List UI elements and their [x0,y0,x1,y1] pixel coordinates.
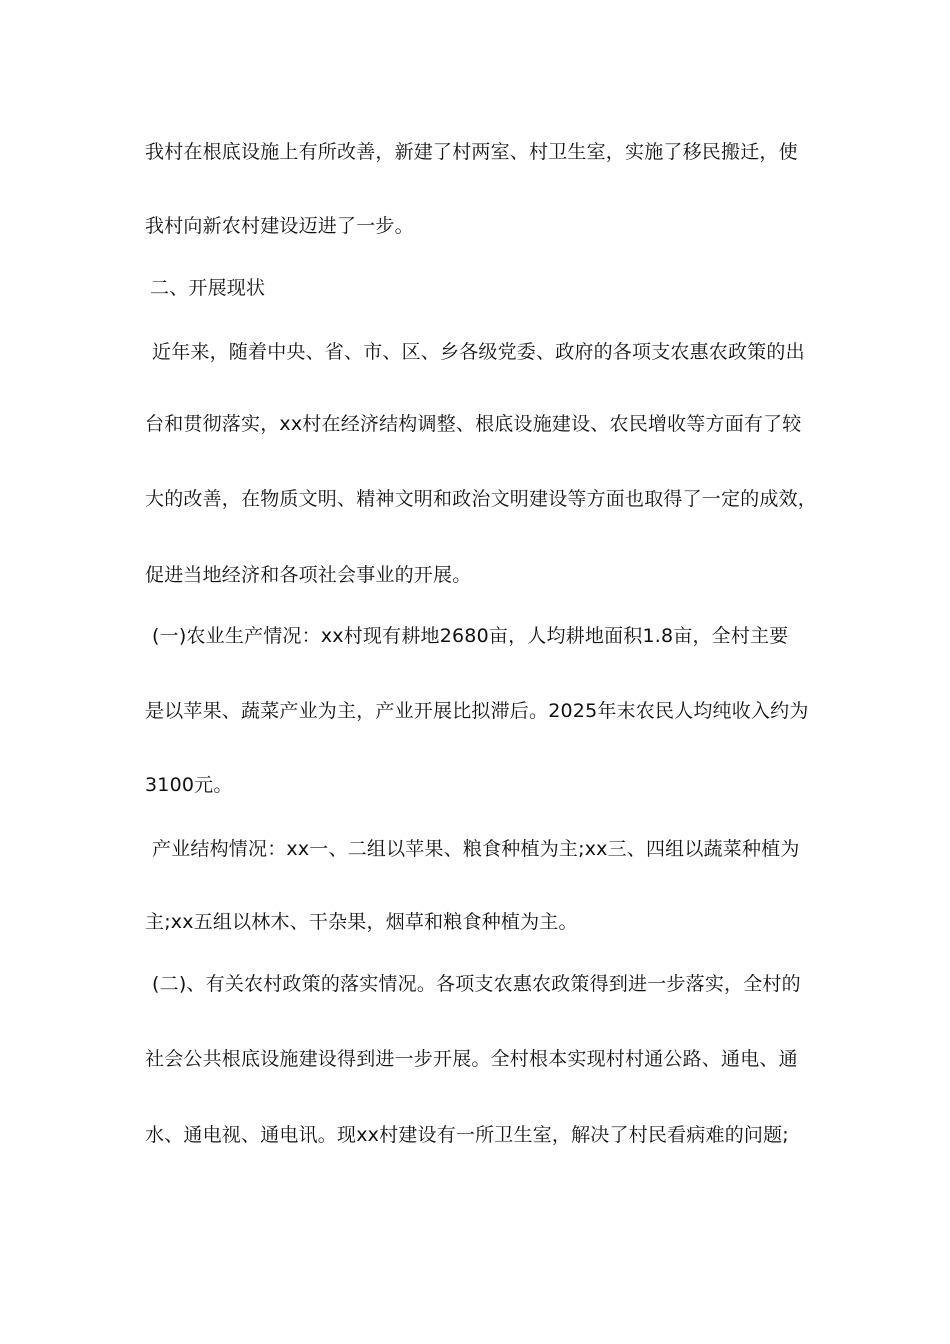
section-heading: 二、开展现状 [150,277,266,299]
paragraph-line: 我村在根底设施上有所改善，新建了村两室、村卫生室，实施了移民搬迁，使 [145,141,798,163]
paragraph-line: 我村向新农村建设迈进了一步。 [145,215,414,237]
paragraph-line: 产业结构情况：xx一、二组以苹果、粮食种植为主;xx三、四组以蔬菜种植为 [152,838,800,860]
paragraph-line: 台和贯彻落实，xx村在经济结构调整、根底设施建设、农民增收等方面有了较 [145,413,802,435]
paragraph-line: (二)、有关农村政策的落实情况。各项支农惠农政策得到进一步落实，全村的 [152,973,801,995]
paragraph-line: 主;xx五组以林木、干杂果，烟草和粮食种植为主。 [145,911,578,933]
paragraph-line: 促进当地经济和各项社会事业的开展。 [145,564,472,586]
paragraph-line: 近年来，随着中央、省、市、区、乡各级党委、政府的各项支农惠农政策的出 [152,341,805,363]
paragraph-line: 3100元。 [145,774,233,796]
paragraph-line: 水、通电视、通电讯。现xx村建设有一所卫生室，解决了村民看病难的问题; [145,1124,789,1146]
paragraph-line: 是以苹果、蔬菜产业为主，产业开展比拟滞后。2025年末农民人均纯收入约为 [145,700,809,722]
paragraph-line: (一)农业生产情况：xx村现有耕地2680亩，人均耕地面积1.8亩，全村主要 [152,625,789,647]
paragraph-line: 社会公共根底设施建设得到进一步开展。全村根本实现村村通公路、通电、通 [145,1048,798,1070]
paragraph-line: 大的改善，在物质文明、精神文明和政治文明建设等方面也取得了一定的成效， [145,488,818,510]
